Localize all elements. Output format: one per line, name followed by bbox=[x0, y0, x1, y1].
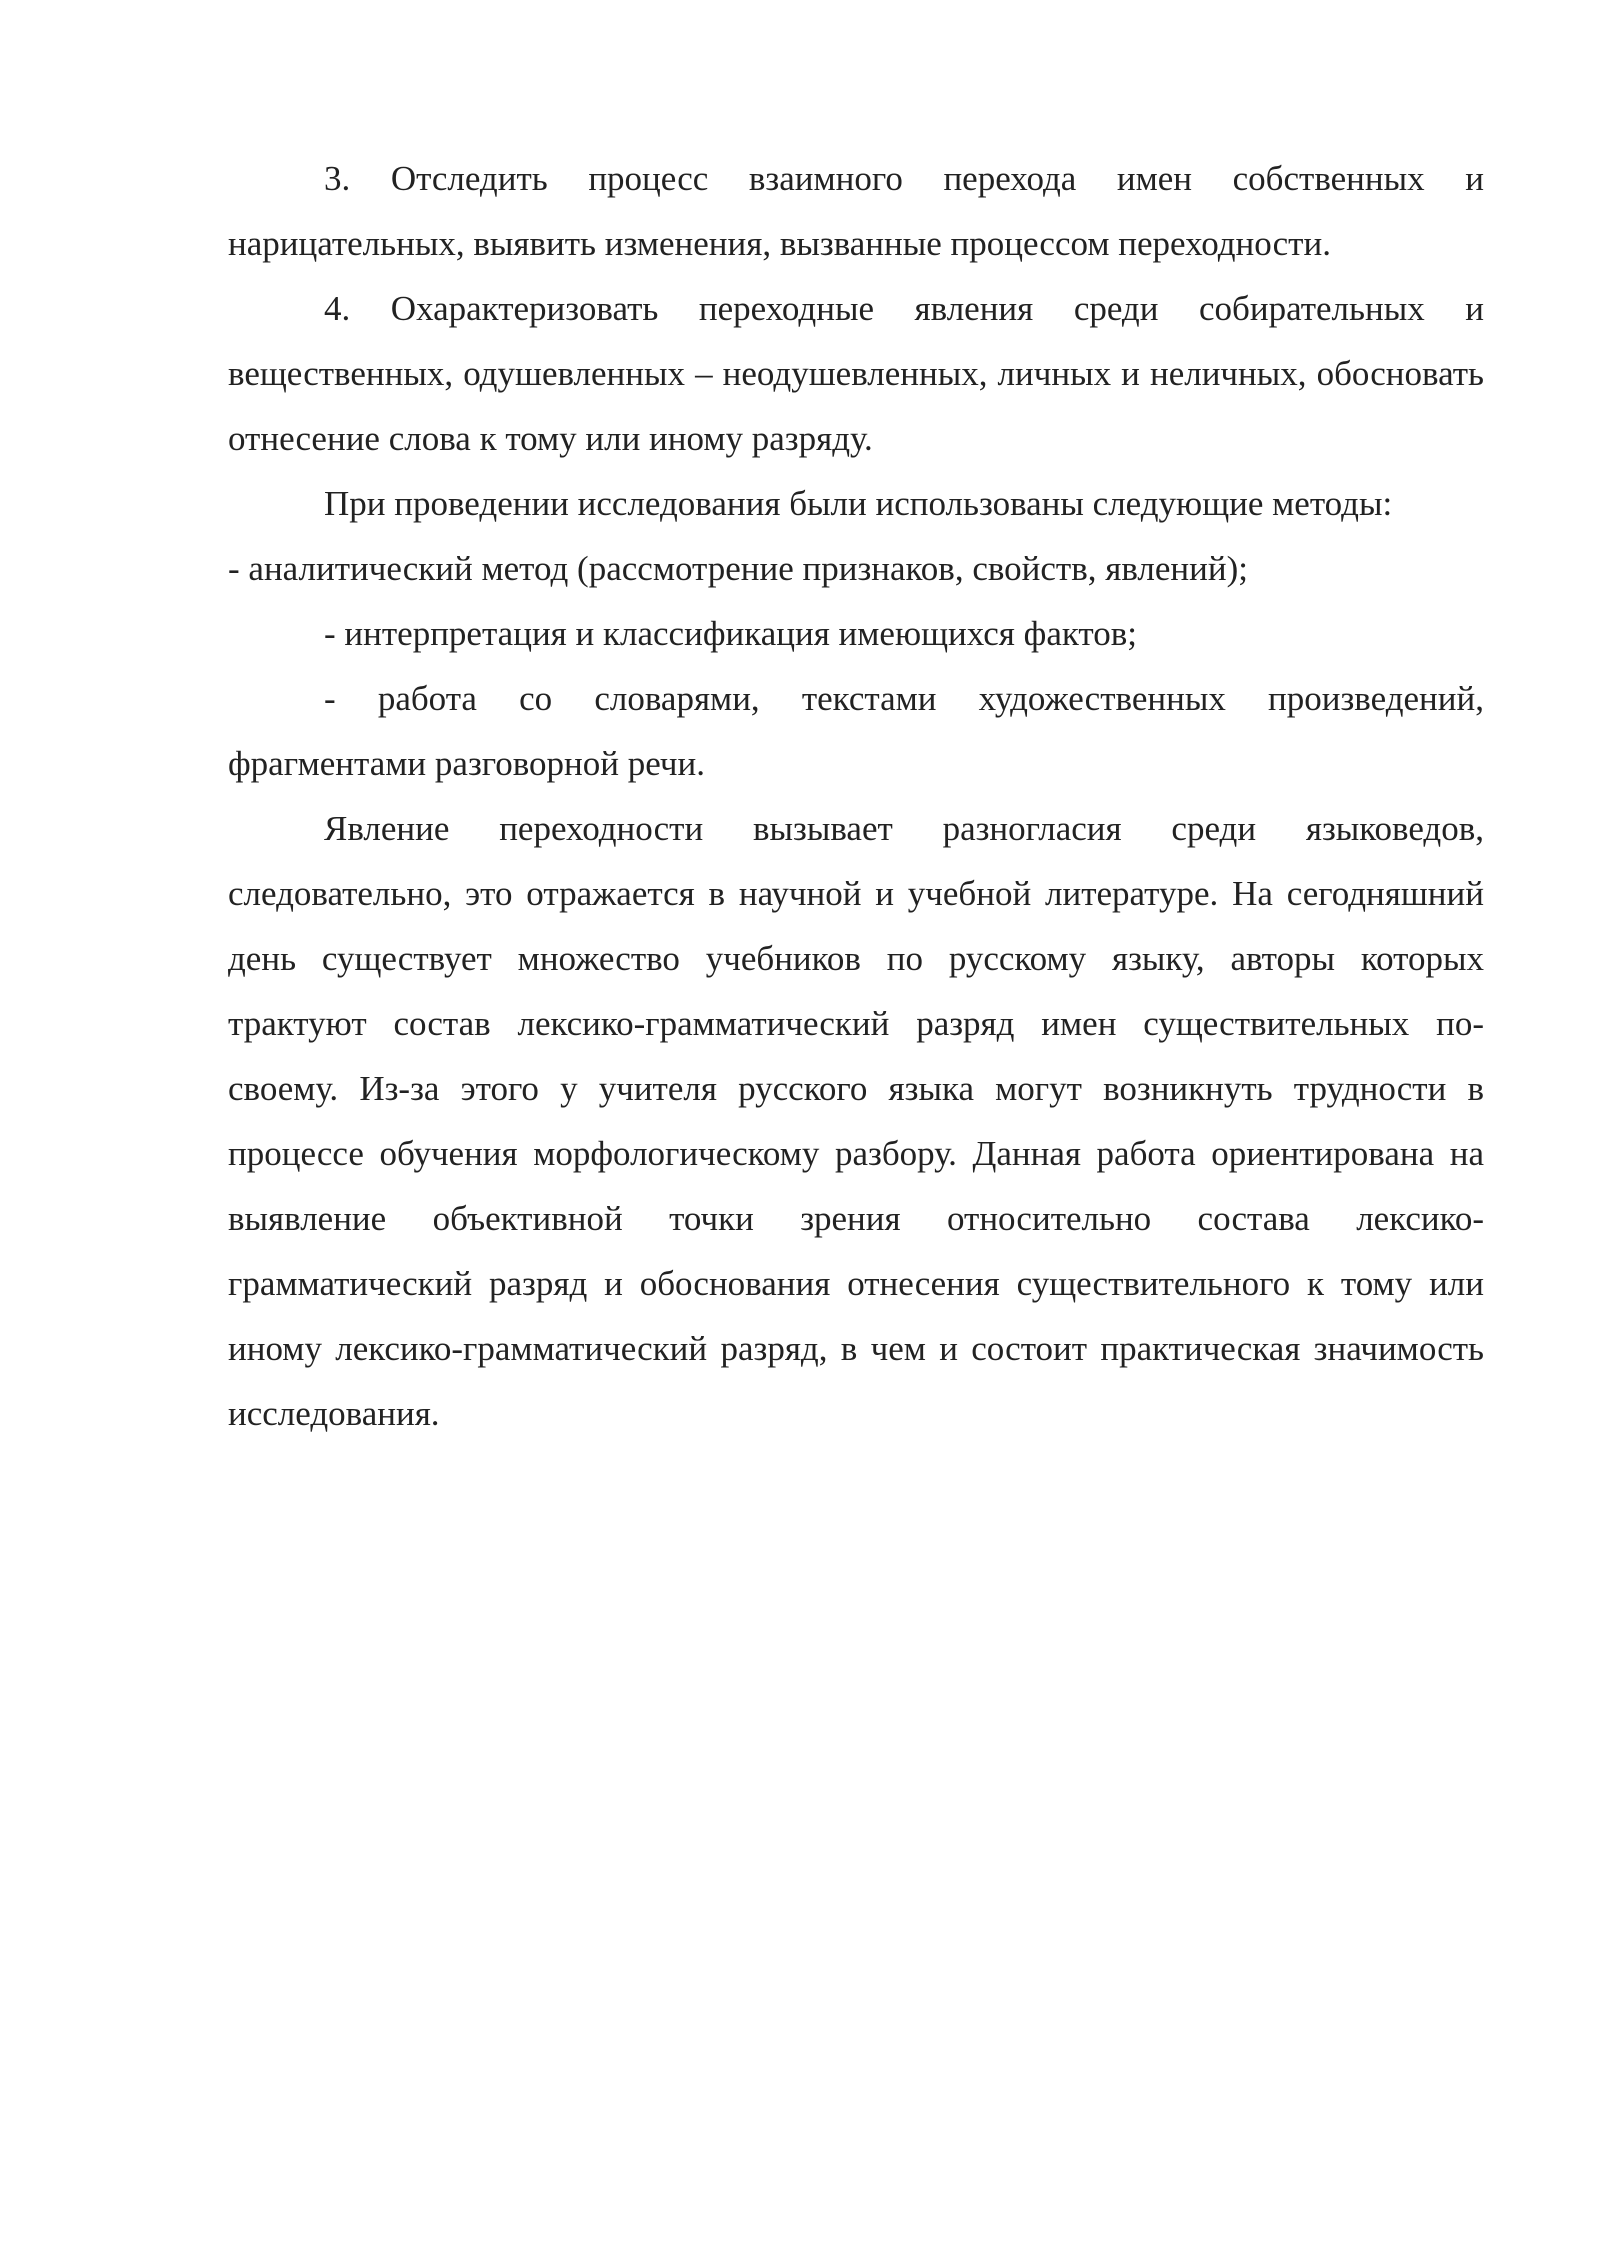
document-body bbox=[228, 146, 1484, 1446]
task-item-3-paragraph: 3. Отследить процесс взаимного перехода имен собственных и нарицательных, выявить изменения, вызванные процессом переходности. bbox=[228, 159, 1484, 263]
method-list-item: - интерпретация и классификация имеющихся фактов; bbox=[324, 614, 1137, 653]
methods-intro-paragraph: При проведении исследования были использованы следующие методы: bbox=[324, 484, 1393, 523]
method-list-item: - аналитический метод (рассмотрение признаков, свойств, явлений); bbox=[228, 549, 1248, 588]
task-item-4-paragraph: 4. Охарактеризовать переходные явления среди собирательных и вещественных, одушевленных – неодушевленных, личных и неличных, обосновать отнесение слова к тому или иному разряду. bbox=[228, 289, 1484, 458]
practical-significance-paragraph: Явление переходности вызывает разногласия среди языковедов, следовательно, это отражается в научной и учебной литературе. На сегодняшний день существует множество учебников по русскому языку, авторы которых трактуют состав лексико-грамматический разряд имен существительных по-своему. Из-за этого у учителя русского языка могут возникнуть трудности в процессе обучения морфологическому разбору. Данная работа ориентирована на выявление объективной точки зрения относительно состава лексико-грамматический разряд и обоснования отнесения существительного к тому или иному лексико-грамматический разряд, в чем и состоит практическая значимость исследования. bbox=[228, 809, 1484, 1433]
method-list-item: - работа со словарями, текстами художественных произведений, фрагментами разговорной речи. bbox=[228, 679, 1484, 783]
